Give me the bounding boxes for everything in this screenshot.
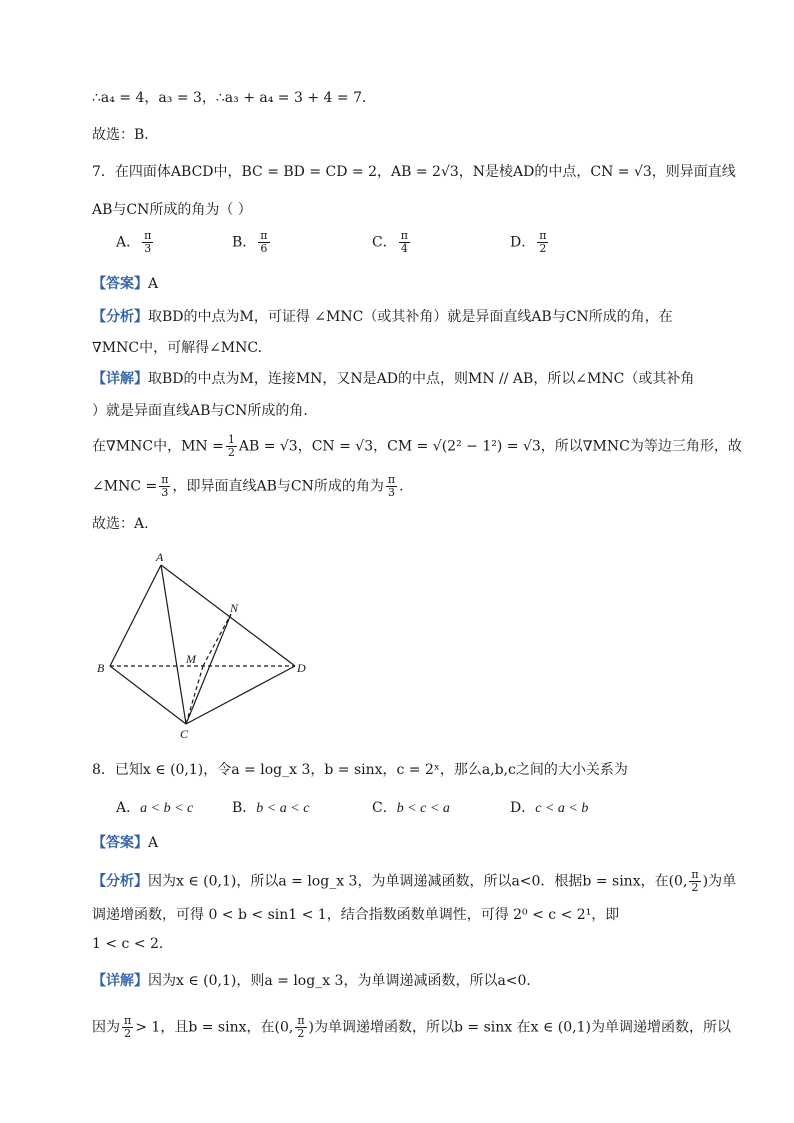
q7-choose-line: 故选：A. [92,516,149,532]
q8-stem: 8．已知x ∈ (0,1)，令a = log_x 3，b = sinx，c = 2ˣ，那么a,b,c之间的大小关系为 [92,762,628,778]
q8-analysis-line1: 【分析】因为x ∈ (0,1)，所以a = log_x 3，为单调递减函数，所以a<0．根据b = sinx，在(0, $\frac{\pi}{2}$ )为单 [92,868,737,894]
q7-stem-line1: 7．在四面体ABCD中，BC = BD = CD = 2，AB = 2√3，N是棱AD的中点，CN = √3，则异面直线 [92,164,736,180]
q7-detail-line3: 在∇MNC中，MN = $\frac{1}{2}$ AB = √3，CN = √3，CM = √(2² − 1²) = √3，所以∇MNC为等边三角形，故 [92,433,742,459]
label-b: B [97,661,105,675]
edge-ac [161,565,186,724]
q8-option-c: C．b < c < a [372,800,450,816]
q7-option-a: A． $\frac{\pi}{3}$ [116,229,152,255]
q8-detail-line2: 因为 $\frac{\pi}{2}$ > 1，且b = sinx，在(0, $\frac{\pi}{2}$ )为单调递增函数，所以b = sinx 在x ∈ (0,1)为单调递增函数，所以 [92,1014,731,1040]
q8-detail-line1: 【详解】因为x ∈ (0,1)，则a = log_x 3，为单调递减函数，所以a<0． [92,973,541,989]
q7-detail-line1: 【详解】取BD的中点为M，连接MN，又N是AD的中点，则MN // AB，所以∠MNC（或其补角 [92,371,695,387]
edge-bc [110,666,186,724]
q8-analysis-line3: 1 < c < 2． [92,936,173,952]
q7-detail-line2: ）就是异面直线AB与CN所成的角. [92,403,308,419]
q8-option-a: A．a < b < c [116,800,194,816]
edge-ab [110,565,161,666]
label-a: A [156,550,164,564]
edge-ad [161,565,295,666]
analysis-tag: 【分析】 [92,309,148,325]
answer-tag: 【答案】 [92,835,148,851]
answer-tag: 【答案】 [92,276,148,292]
segment-mn-dashed [203,614,231,666]
q7-analysis-line2: ∇MNC中，可解得∠MNC. [92,340,263,356]
edge-cd [186,666,295,724]
q8-option-b: B．b < a < c [232,800,310,816]
analysis-tag: 【分析】 [92,873,148,890]
label-m: M [186,652,196,666]
q8-answer: 【答案】A [92,835,159,851]
q7-detail-line4: ∠MNC = $\frac{\pi}{3}$ ，即异面直线AB与CN所成的角为 $\frac{\pi}{3}$ . [92,473,404,499]
prev-solution-line: ∴a₄ = 4，a₃ = 3，∴a₃ + a₄ = 3 + 4 = 7． [92,90,376,106]
segment-cn [186,614,231,724]
segment-mc-dashed [186,666,203,724]
q7-answer: 【答案】A [92,276,159,292]
label-d: D [297,661,306,675]
detail-tag: 【详解】 [92,973,148,989]
q7-analysis-line1: 【分析】取BD的中点为M，可证得 ∠MNC（或其补角）就是异面直线AB与CN所成的角，在 [92,309,673,325]
q8-analysis-line2: 调递增函数，可得 0 < b < sin1 < 1，结合指数函数单调性，可得 2⁰ < c < 2¹，即 [92,907,620,923]
label-c: C [180,727,189,741]
detail-tag: 【详解】 [92,371,148,387]
q7-stem-line2: AB与CN所成的角为（ ） [92,202,252,218]
q8-option-d: D．c < a < b [510,800,589,816]
prev-choose-line: 故选：B． [92,127,159,143]
tetrahedron-figure [90,545,320,745]
q7-option-d: D． $\frac{\pi}{2}$ [510,229,547,255]
q7-option-b: B． $\frac{\pi}{6}$ [232,229,268,255]
label-n: N [230,601,239,615]
q7-option-c: C． $\frac{\pi}{4}$ [372,229,408,255]
